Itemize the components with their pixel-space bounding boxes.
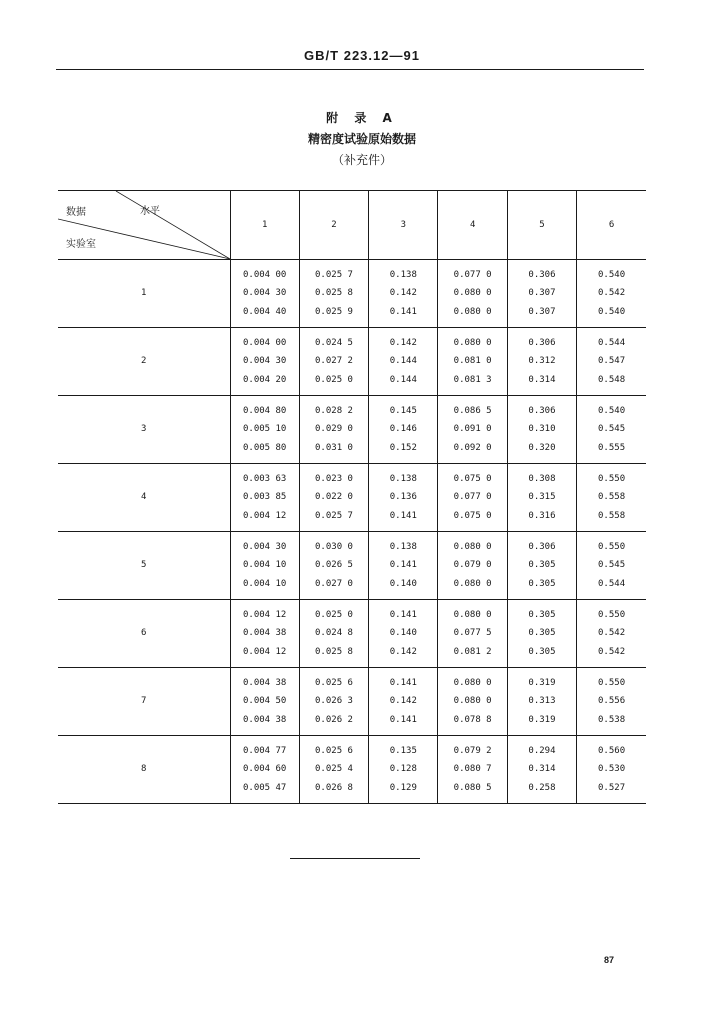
measurement-value: 0.141 [389, 714, 417, 725]
data-cell [369, 736, 438, 804]
measurement-value: 0.320 [528, 442, 556, 453]
data-cell [230, 328, 299, 396]
data-cell [438, 668, 507, 736]
lab-number-cell: 1 [58, 260, 230, 328]
measurement-value: 0.545 [598, 560, 626, 571]
appendix-title: 附 录 A [326, 111, 398, 125]
measurement-value: 0.004 60 [242, 764, 287, 775]
measurement-value: 0.310 [528, 424, 556, 435]
lab-number-cell: 6 [58, 600, 230, 668]
measurement-value: 0.305 [528, 609, 556, 620]
measurement-value: 0.080 0 [453, 578, 492, 589]
measurement-value: 0.558 [598, 510, 626, 521]
lab-number-cell: 2 [58, 328, 230, 396]
table-row [58, 260, 646, 328]
appendix-note: （补充件） [331, 153, 392, 167]
measurement-value: 0.142 [389, 646, 417, 657]
measurement-value: 0.027 0 [315, 578, 353, 589]
measurement-value: 0.004 12 [242, 646, 287, 657]
measurement-value: 0.080 0 [453, 337, 492, 348]
measurement-value: 0.550 [598, 541, 626, 552]
measurement-value: 0.004 10 [242, 578, 287, 589]
measurement-value: 0.294 [528, 745, 556, 756]
lab-number-cell: 4 [58, 464, 230, 532]
lab-number-cell: 8 [58, 736, 230, 804]
standard-code: GB/T 223.12—91 [304, 48, 420, 63]
measurement-value: 0.138 [389, 269, 417, 280]
measurement-value: 0.152 [389, 442, 417, 453]
measurement-value: 0.548 [598, 374, 626, 385]
column-header: 6 [577, 191, 646, 260]
measurement-value: 0.138 [389, 541, 417, 552]
measurement-value: 0.030 0 [315, 541, 353, 552]
corner-column-label: 水平 [140, 206, 160, 217]
table-row [58, 328, 646, 396]
data-cell [438, 464, 507, 532]
data-cell [369, 260, 438, 328]
measurement-value: 0.004 50 [242, 696, 287, 707]
measurement-value: 0.129 [389, 782, 417, 793]
measurement-value: 0.005 47 [242, 782, 287, 793]
data-cell [438, 328, 507, 396]
data-cell [369, 464, 438, 532]
measurement-value: 0.142 [389, 696, 417, 707]
measurement-value: 0.530 [598, 764, 626, 775]
measurement-value: 0.077 5 [453, 628, 492, 639]
measurement-value: 0.527 [598, 782, 626, 793]
data-cell [369, 668, 438, 736]
data-cell [507, 328, 576, 396]
measurement-value: 0.004 20 [242, 374, 287, 385]
data-cell [577, 668, 646, 736]
data-cell [369, 396, 438, 464]
measurement-value: 0.081 3 [453, 374, 492, 385]
measurement-value: 0.022 0 [315, 492, 353, 503]
data-cell [507, 532, 576, 600]
data-cell [507, 464, 576, 532]
data-cell [577, 328, 646, 396]
end-rule [290, 858, 420, 859]
measurement-value: 0.307 [528, 306, 556, 317]
measurement-value: 0.540 [598, 269, 626, 280]
column-header: 2 [299, 191, 368, 260]
measurement-value: 0.144 [389, 374, 417, 385]
data-cell [438, 600, 507, 668]
data-cell [299, 464, 368, 532]
data-cell [230, 736, 299, 804]
measurement-value: 0.025 8 [315, 646, 353, 657]
measurement-value: 0.025 4 [315, 764, 353, 775]
data-cell [369, 532, 438, 600]
data-cell [299, 600, 368, 668]
measurement-value: 0.028 2 [315, 405, 353, 416]
measurement-value: 0.306 [528, 337, 556, 348]
measurement-value: 0.141 [389, 306, 417, 317]
measurement-value: 0.077 0 [453, 492, 492, 503]
measurement-value: 0.004 38 [242, 714, 287, 725]
measurement-value: 0.141 [389, 560, 417, 571]
measurement-value: 0.004 30 [242, 541, 287, 552]
data-cell [507, 260, 576, 328]
measurement-value: 0.080 0 [453, 541, 492, 552]
measurement-value: 0.560 [598, 745, 626, 756]
measurement-value: 0.080 5 [453, 782, 492, 793]
measurement-value: 0.080 0 [453, 609, 492, 620]
measurement-value: 0.025 6 [315, 745, 353, 756]
measurement-value: 0.312 [528, 356, 556, 367]
measurement-value: 0.004 10 [242, 560, 287, 571]
data-cell [507, 396, 576, 464]
measurement-value: 0.314 [528, 764, 556, 775]
measurement-value: 0.319 [528, 677, 556, 688]
measurement-value: 0.081 2 [453, 646, 492, 657]
measurement-value: 0.004 30 [242, 356, 287, 367]
measurement-value: 0.540 [598, 405, 626, 416]
measurement-value: 0.080 0 [453, 288, 492, 299]
data-cell [230, 668, 299, 736]
data-cell [299, 396, 368, 464]
measurement-value: 0.558 [598, 492, 626, 503]
measurement-value: 0.542 [598, 628, 626, 639]
measurement-value: 0.004 38 [242, 628, 287, 639]
measurement-value: 0.305 [528, 628, 556, 639]
data-cell [299, 260, 368, 328]
measurement-value: 0.136 [389, 492, 417, 503]
lab-number-cell: 7 [58, 668, 230, 736]
table-row [58, 464, 646, 532]
measurement-value: 0.307 [528, 288, 556, 299]
table-header-row [58, 191, 646, 260]
measurement-value: 0.306 [528, 541, 556, 552]
measurement-value: 0.025 9 [315, 306, 353, 317]
measurement-value: 0.141 [389, 510, 417, 521]
measurement-value: 0.305 [528, 646, 556, 657]
measurement-value: 0.027 2 [315, 356, 353, 367]
table-body [58, 260, 646, 804]
measurement-value: 0.313 [528, 696, 556, 707]
measurement-value: 0.144 [389, 356, 417, 367]
measurement-value: 0.141 [389, 677, 417, 688]
data-cell [577, 396, 646, 464]
header-rule [56, 69, 644, 70]
data-cell [577, 464, 646, 532]
corner-data-label: 数据 [66, 207, 86, 218]
measurement-value: 0.025 0 [315, 609, 353, 620]
measurement-value: 0.077 0 [453, 269, 492, 280]
column-header: 5 [507, 191, 576, 260]
measurement-value: 0.004 12 [242, 609, 287, 620]
measurement-value: 0.556 [598, 696, 626, 707]
measurement-value: 0.315 [528, 492, 556, 503]
measurement-value: 0.023 0 [315, 473, 353, 484]
measurement-value: 0.091 0 [453, 424, 492, 435]
data-cell [507, 668, 576, 736]
measurement-value: 0.306 [528, 405, 556, 416]
data-cell [299, 328, 368, 396]
data-cell [369, 328, 438, 396]
measurement-value: 0.005 10 [242, 424, 287, 435]
measurement-value: 0.146 [389, 424, 417, 435]
data-cell [369, 600, 438, 668]
measurement-value: 0.135 [389, 745, 417, 756]
measurement-value: 0.138 [389, 473, 417, 484]
measurement-value: 0.080 7 [453, 764, 492, 775]
data-cell [299, 736, 368, 804]
page-number: 87 [604, 955, 615, 965]
data-cell [577, 532, 646, 600]
measurement-value: 0.086 5 [453, 405, 492, 416]
measurement-value: 0.080 0 [453, 306, 492, 317]
column-header: 1 [230, 191, 299, 260]
column-header: 3 [369, 191, 438, 260]
measurement-value: 0.004 38 [242, 677, 287, 688]
measurement-value: 0.026 2 [315, 714, 353, 725]
measurement-value: 0.305 [528, 578, 556, 589]
measurement-value: 0.004 30 [242, 288, 287, 299]
measurement-value: 0.026 3 [315, 696, 353, 707]
measurement-value: 0.031 0 [315, 442, 353, 453]
measurement-value: 0.542 [598, 646, 626, 657]
data-cell [230, 600, 299, 668]
corner-header-cell [58, 191, 230, 260]
measurement-value: 0.550 [598, 677, 626, 688]
measurement-value: 0.003 85 [242, 492, 287, 503]
measurement-value: 0.550 [598, 473, 626, 484]
measurement-value: 0.142 [389, 337, 417, 348]
data-cell [507, 600, 576, 668]
measurement-value: 0.024 8 [315, 628, 353, 639]
data-cell [577, 600, 646, 668]
measurement-value: 0.075 0 [453, 473, 492, 484]
measurement-value: 0.004 77 [242, 745, 287, 756]
table-row [58, 668, 646, 736]
precision-data-table [58, 190, 646, 804]
measurement-value: 0.025 0 [315, 374, 353, 385]
table-row [58, 600, 646, 668]
appendix-subtitle: 精密度试验原始数据 [307, 132, 416, 146]
data-cell [577, 736, 646, 804]
table-row [58, 736, 646, 804]
measurement-value: 0.004 00 [242, 269, 287, 280]
data-cell [299, 532, 368, 600]
measurement-value: 0.142 [389, 288, 417, 299]
measurement-value: 0.092 0 [453, 442, 492, 453]
measurement-value: 0.542 [598, 288, 626, 299]
data-cell [230, 260, 299, 328]
measurement-value: 0.319 [528, 714, 556, 725]
measurement-value: 0.544 [598, 337, 626, 348]
measurement-value: 0.258 [528, 782, 556, 793]
measurement-value: 0.306 [528, 269, 556, 280]
data-cell [438, 260, 507, 328]
measurement-value: 0.141 [389, 609, 417, 620]
measurement-value: 0.029 0 [315, 424, 353, 435]
measurement-value: 0.004 00 [242, 337, 287, 348]
measurement-value: 0.305 [528, 560, 556, 571]
measurement-value: 0.081 0 [453, 356, 492, 367]
data-cell [230, 396, 299, 464]
measurement-value: 0.005 80 [242, 442, 287, 453]
measurement-value: 0.145 [389, 405, 417, 416]
measurement-value: 0.308 [528, 473, 556, 484]
table-row [58, 396, 646, 464]
measurement-value: 0.078 8 [453, 714, 492, 725]
measurement-value: 0.003 63 [242, 473, 287, 484]
corner-row-label: 实验室 [66, 239, 96, 250]
measurement-value: 0.080 0 [453, 677, 492, 688]
data-cell [507, 736, 576, 804]
measurement-value: 0.550 [598, 609, 626, 620]
measurement-value: 0.079 0 [453, 560, 492, 571]
data-cell [438, 532, 507, 600]
data-cell [438, 396, 507, 464]
lab-number-cell: 3 [58, 396, 230, 464]
data-cell [230, 532, 299, 600]
measurement-value: 0.004 80 [242, 405, 287, 416]
lab-number-cell: 5 [58, 532, 230, 600]
measurement-value: 0.079 2 [453, 745, 492, 756]
measurement-value: 0.075 0 [453, 510, 492, 521]
measurement-value: 0.316 [528, 510, 556, 521]
data-cell [438, 736, 507, 804]
measurement-value: 0.140 [389, 628, 417, 639]
measurement-value: 0.025 7 [315, 510, 353, 521]
measurement-value: 0.545 [598, 424, 626, 435]
table-row [58, 532, 646, 600]
data-cell [230, 464, 299, 532]
measurement-value: 0.004 40 [242, 306, 287, 317]
measurement-value: 0.555 [598, 442, 626, 453]
measurement-value: 0.025 6 [315, 677, 353, 688]
measurement-value: 0.538 [598, 714, 626, 725]
measurement-value: 0.080 0 [453, 696, 492, 707]
column-header: 4 [438, 191, 507, 260]
measurement-value: 0.547 [598, 356, 626, 367]
measurement-value: 0.128 [389, 764, 417, 775]
measurement-value: 0.544 [598, 578, 626, 589]
measurement-value: 0.004 12 [242, 510, 287, 521]
measurement-value: 0.026 5 [315, 560, 353, 571]
measurement-value: 0.140 [389, 578, 417, 589]
measurement-value: 0.314 [528, 374, 556, 385]
measurement-value: 0.026 8 [315, 782, 353, 793]
measurement-value: 0.540 [598, 306, 626, 317]
measurement-value: 0.025 7 [315, 269, 353, 280]
data-cell [577, 260, 646, 328]
data-cell [299, 668, 368, 736]
measurement-value: 0.025 8 [315, 288, 353, 299]
measurement-value: 0.024 5 [315, 337, 353, 348]
